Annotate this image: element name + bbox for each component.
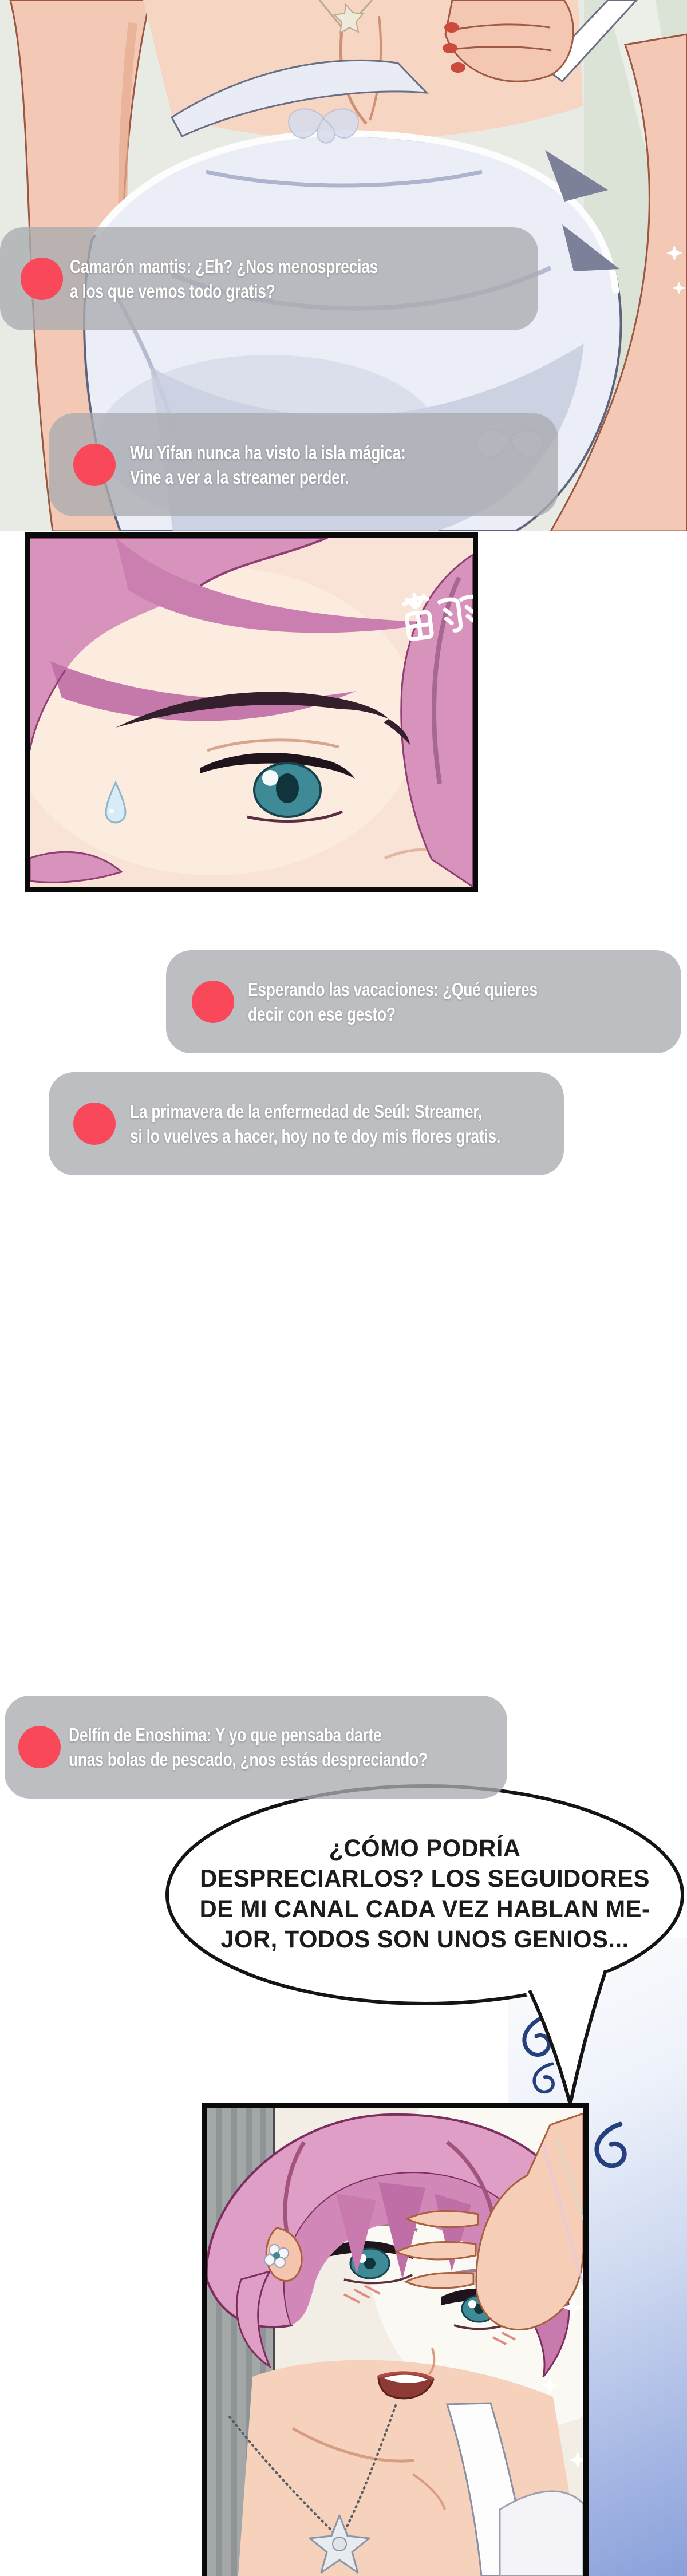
balloon-line: ¿CÓMO PODRÍA [329,1835,521,1862]
live-dot-icon [192,981,234,1023]
chat-line: Esperando las vacaciones: ¿Qué quieres [248,979,538,1000]
chat-message-5 [5,1696,507,1799]
live-dot-icon [73,1103,116,1145]
balloon-tail [530,1970,606,2104]
swirl-icon [595,2121,629,2167]
face-closeup-panel [25,532,478,892]
bottom-panel [202,2103,589,2576]
chat-message-text [70,254,378,303]
chat-line: Delfín de Enoshima: Y yo que pensaba darte [69,1724,382,1745]
chat-message-2 [49,413,558,516]
chat-line: decir con ese gesto? [248,1003,396,1025]
chat-line: unas bolas de pescado, ¿nos estás despreciando? [69,1749,428,1770]
speech-balloon-text [175,1834,675,1955]
chat-message-text [130,1099,500,1148]
chat-message-text [69,1722,428,1772]
chat-message-text [130,440,406,489]
right-hand [443,0,573,81]
chat-line: Wu Yifan nunca ha visto la isla mágica: [130,442,406,463]
balloon-line: JOR, TODOS SON UNOS GENIOS... [220,1926,629,1953]
balloon-line: DESPRECIARLOS? LOS SEGUIDORES [200,1865,650,1893]
chat-message-3 [166,950,681,1053]
chat-line: Vine a ver a la streamer perder. [130,467,349,488]
live-dot-icon [21,258,63,300]
chat-message-4 [49,1072,564,1175]
chat-message-text [248,977,538,1026]
live-dot-icon [18,1726,61,1768]
chat-line: a los que vemos todo gratis? [70,280,275,302]
chat-message-1 [0,227,538,330]
chat-line: Camarón mantis: ¿Eh? ¿Nos menosprecias [70,256,378,277]
live-dot-icon [73,444,116,486]
chat-line: La primavera de la enfermedad de Seúl: Streamer, [130,1101,483,1122]
balloon-line: DE MI CANAL CADA VEZ HABLAN ME- [199,1895,650,1923]
chat-line: si lo vuelves a hacer, hoy no te doy mis flores gratis. [130,1125,501,1147]
